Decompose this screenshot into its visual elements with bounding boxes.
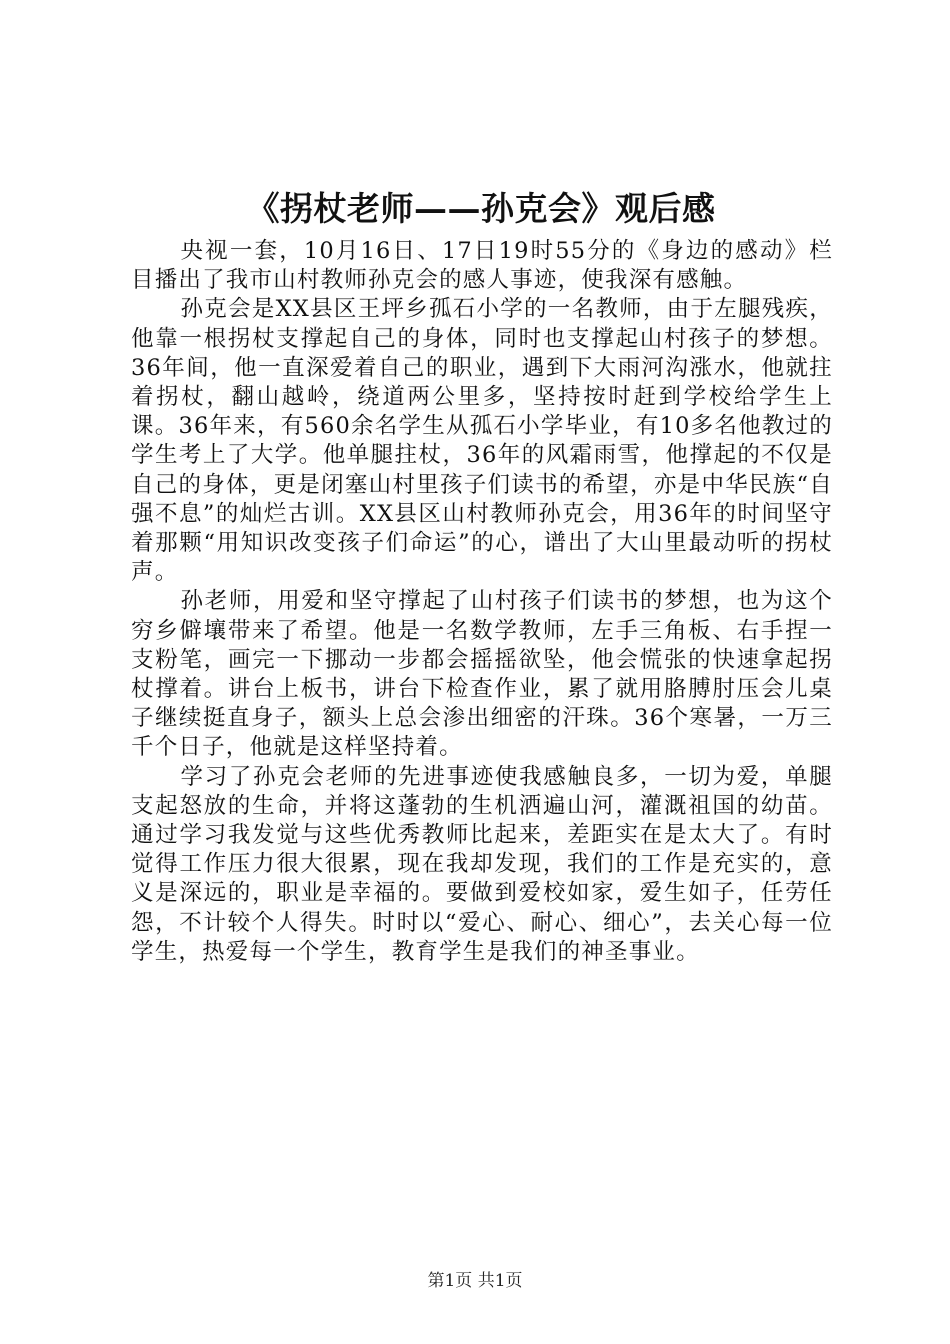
document-body — [131, 237, 833, 967]
paragraph-4: 学习了孙克会老师的先进事迹使我感触良多，一切为爱，单腿支起怒放的生命，并将这蓬勃的生机洒遍山河，灌溉祖国的幼苗。通过学习我发觉与这些优秀教师比起来，差距实在是太大了。有时觉得工作压力很大很累，现在我却发现，我们的工作是充实的，意义是深远的，职业是幸福的。要做到爱校如家，爱生如子，任劳任怨，不计较个人得失。时时以“爱心、耐心、细心”，去关心每一位学生，热爱每一个学生，教育学生是我们的神圣事业。 — [131, 763, 833, 965]
document-title: 《拐杖老师——孙克会》观后感 — [246, 189, 716, 228]
paragraph-1: 央视一套，10月16日、17日19时55分的《身边的感动》栏目播出了我市山村教师孙克会的感人事迹，使我深有感触。 — [131, 238, 833, 294]
paragraph-2: 孙克会是XX县区王坪乡孤石小学的一名教师，由于左腿残疾，他靠一根拐杖支撑起自己的身体，同时也支撑起山村孩子的梦想。36年间，他一直深爱着自己的职业，遇到下大雨河沟涨水，他就拄着拐杖，翻山越岭，绕道两公里多，坚持按时赶到学校给学生上课。36年来，有560余名学生从孤石小学毕业，有10多名他教过的学生考上了大学。他单腿拄杖，36年的风霜雨雪，他撑起的不仅是自己的身体，更是闭塞山村里孩子们读书的希望，亦是中华民族“自强不息”的灿烂古训。XX县区山村教师孙克会，用36年的时间坚守着那颗“用知识改变孩子们命运”的心，谱出了大山里最动听的拐杖声。 — [131, 296, 833, 586]
paragraph-3: 孙老师，用爱和坚守撑起了山村孩子们读书的梦想，也为这个穷乡僻壤带来了希望。他是一名数学教师，左手三角板、右手捏一支粉笔，画完一下挪动一步都会摇摇欲坠，他会慌张的快速拿起拐杖撑着。讲台上板书，讲台下检查作业，累了就用胳膊肘压会儿桌子继续挺直身子，额头上总会渗出细密的汗珠。36个寒暑，一万三千个日子，他就是这样坚持着。 — [131, 588, 833, 761]
page-footer: 第1页 共1页 — [427, 1271, 523, 1291]
